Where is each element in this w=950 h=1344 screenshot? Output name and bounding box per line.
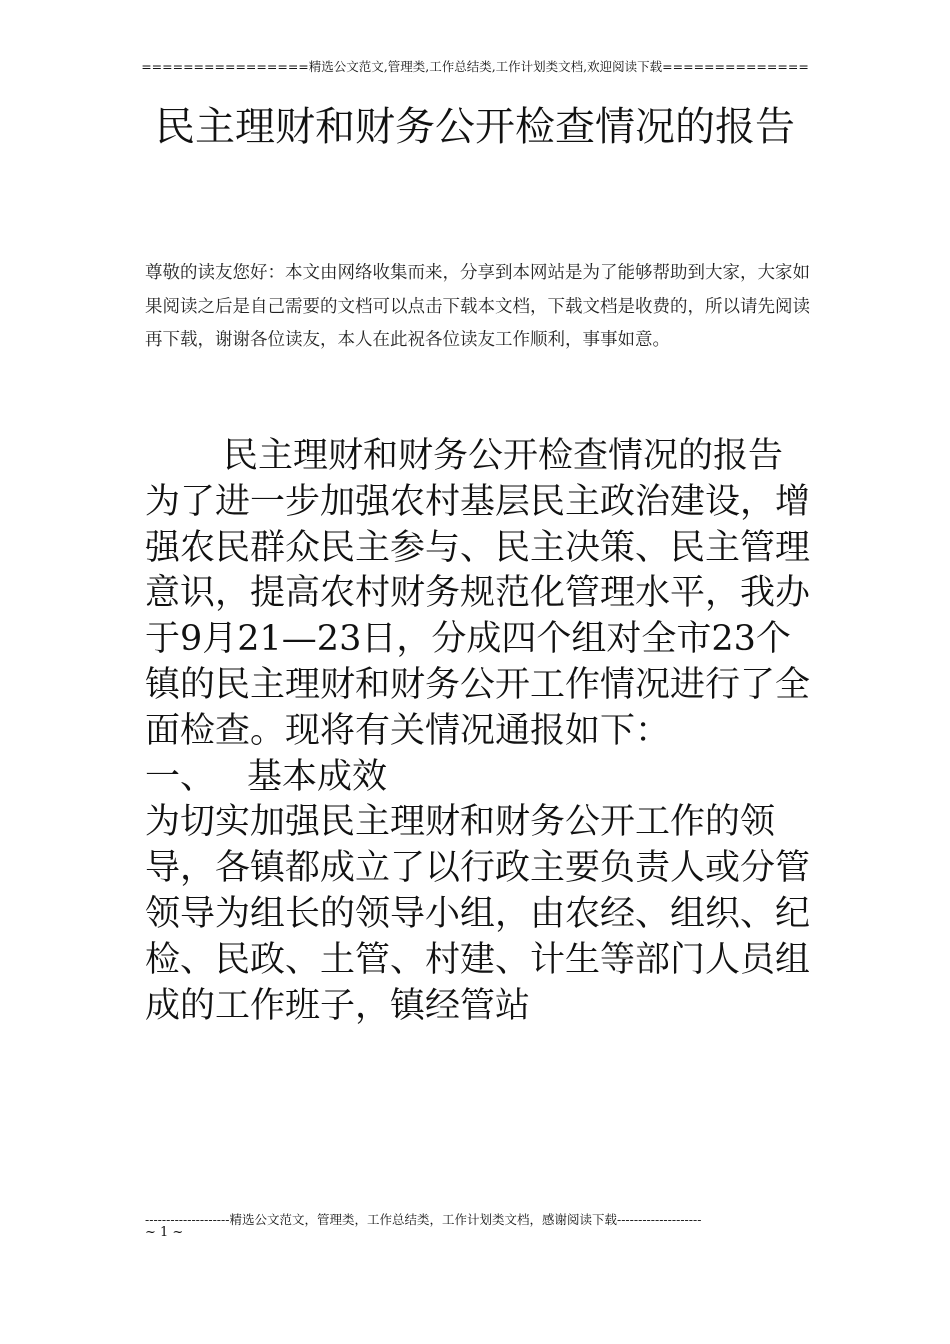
section-title: 基本成效 (247, 756, 388, 797)
section-heading (145, 755, 815, 801)
body-paragraph: 为切实加强民主理财和财务公开工作的领导，各镇都成立了以行政主要负责人或分管领导为组长的领导小组，由农经、组织、纪检、民政、土管、村建、计生等部门人员组成的工作班子，镇经管站 (145, 802, 811, 1026)
reader-notice: 尊敬的读友您好：本文由网络收集而来，分享到本网站是为了能够帮助到大家，大家如果阅读之后是自己需要的文档可以点击下载本文档，下载文档是收费的，所以请先阅读再下载，谢谢各位读友，本人在此祝各位读友工作顺利，事事如意。 (145, 263, 810, 350)
page-header: ================精选公文范文,管理类,工作总结类,工作计划类文档,欢迎阅读下载============== (141, 59, 809, 74)
section-number: 一、 (145, 756, 216, 797)
document-body (145, 434, 815, 1029)
document-title: 民主理财和财务公开检查情况的报告 (155, 104, 795, 150)
page-number: ~ 1 ~ (145, 1225, 184, 1240)
body-title: 民主理财和财务公开检查情况的报告 (223, 436, 784, 476)
page-footer: --------------------精选公文范文，管理类，工作总结类，工作计划类文档，感谢阅读下载-------------------- (145, 1212, 702, 1227)
intro-paragraph: 为了进一步加强农村基层民主政治建设，增强农民群众民主参与、民主决策、民主管理意识，提高农村财务规范化管理水平，我办于9月21—23日，分成四个组对全市23个镇的民主理财和财务公开工作情况进行了全面检查。现将有关情况通报如下： (145, 481, 811, 751)
